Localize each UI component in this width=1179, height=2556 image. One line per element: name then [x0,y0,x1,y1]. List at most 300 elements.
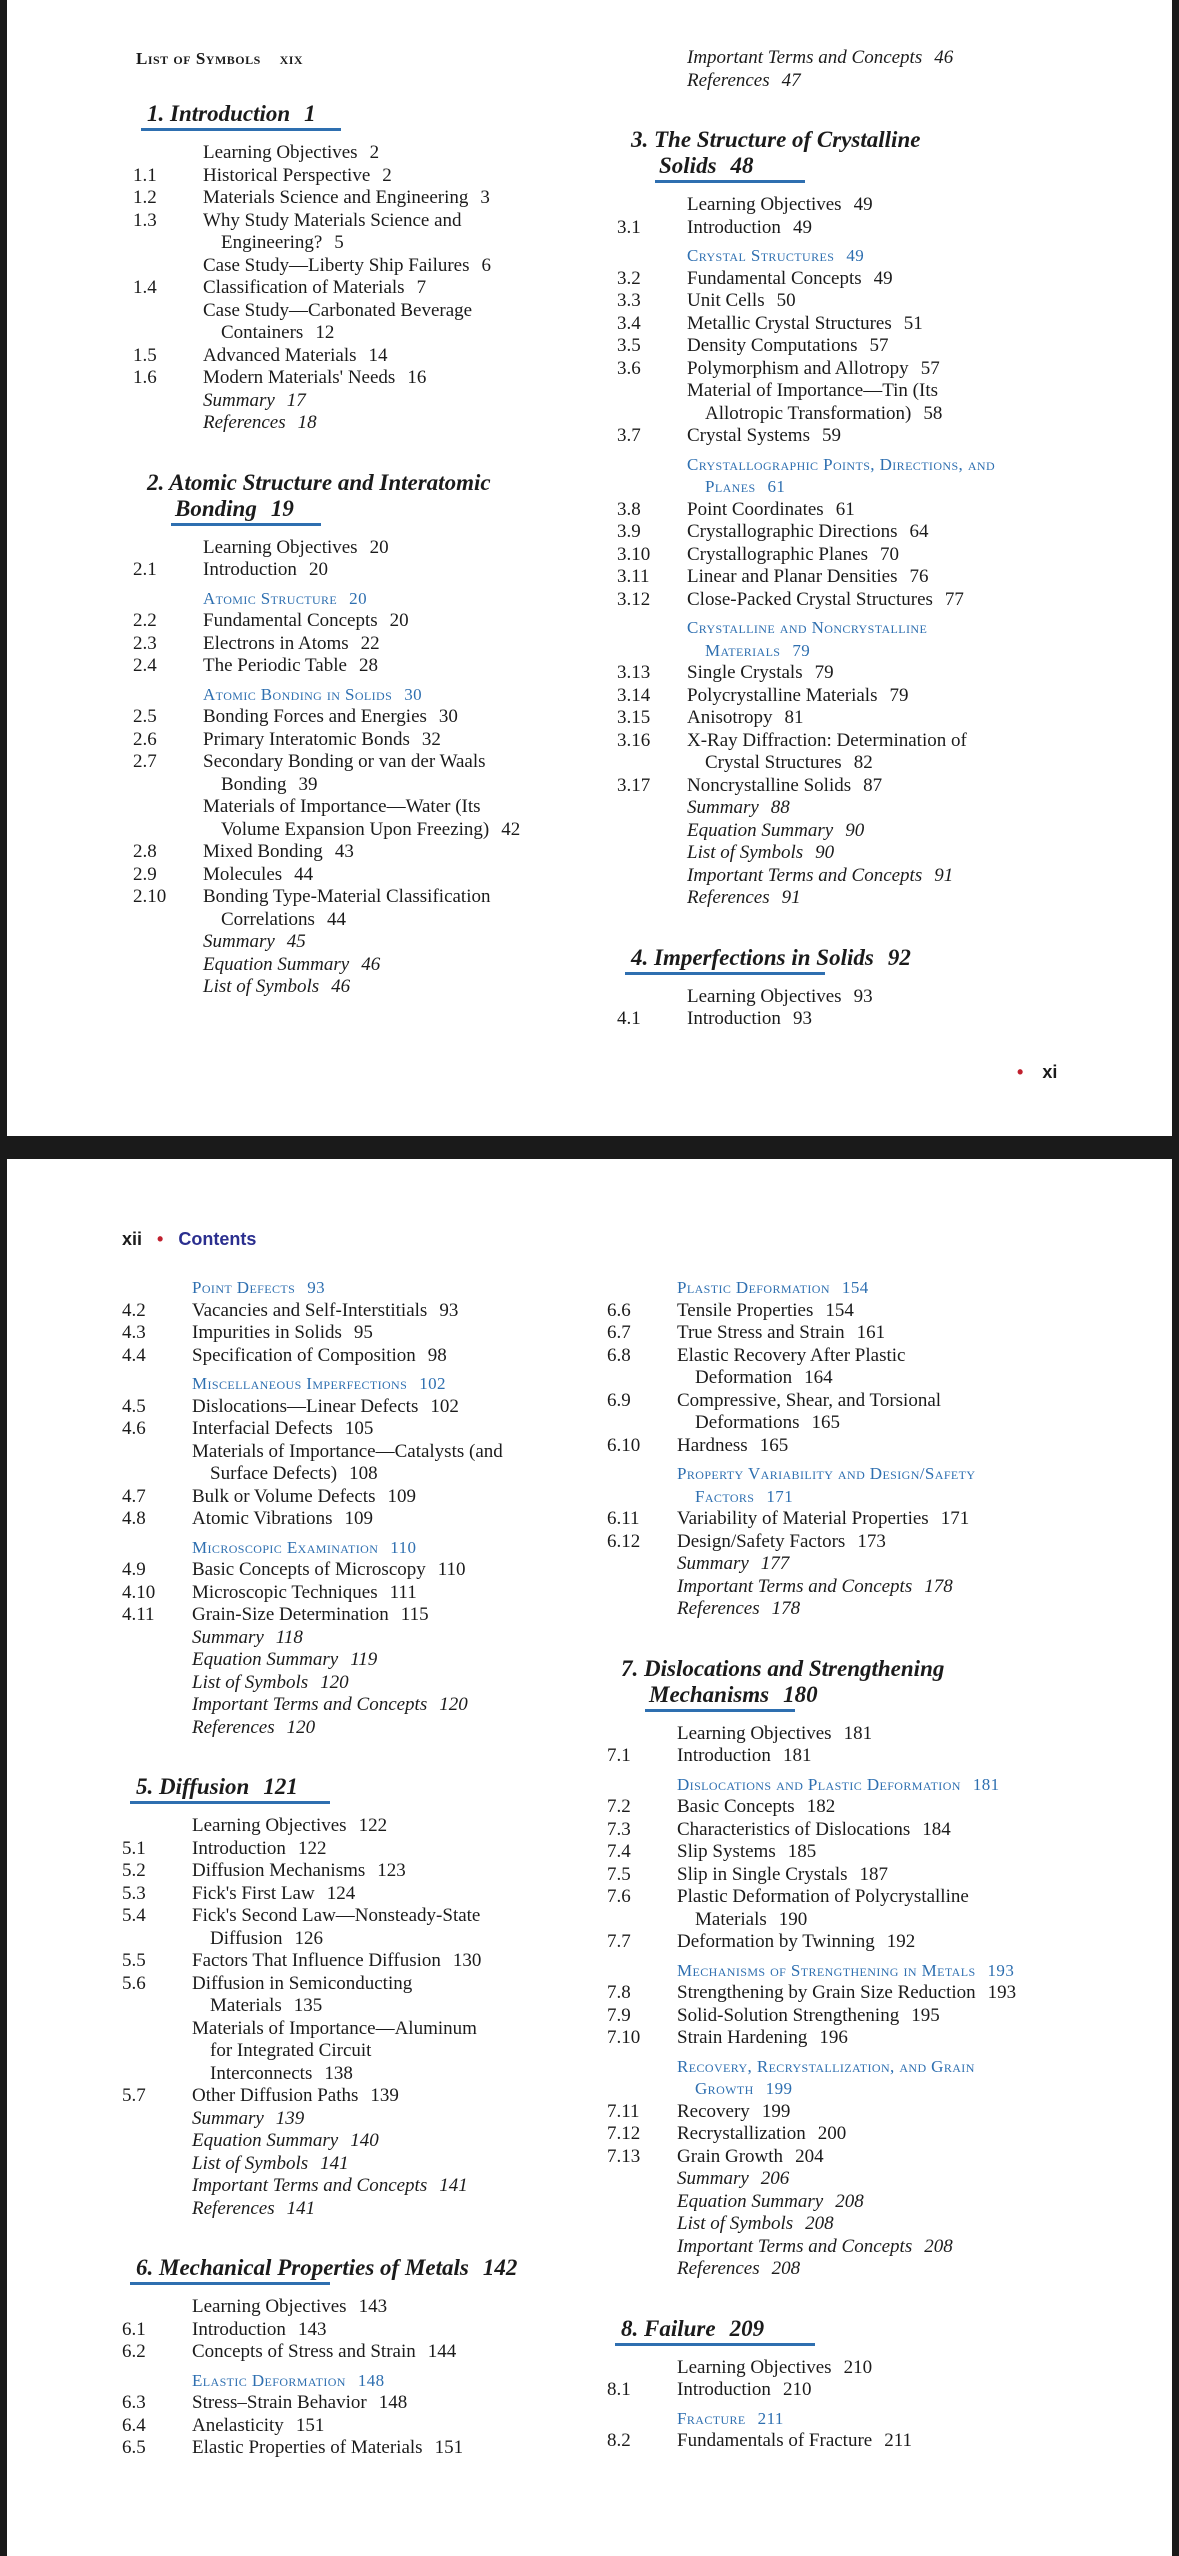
entry-title [677,2168,789,2190]
toc-entry[interactable] [133,277,673,300]
toc-entry[interactable] [122,1950,662,1973]
entry-page-number: 79 [814,662,834,683]
toc-entry[interactable] [617,217,1157,240]
entry-text: Dislocations—Linear Defects [192,1395,419,1417]
toc-entry[interactable] [122,1322,662,1345]
entry-page-number: 59 [821,425,841,446]
entry-text: Materials of Importance—Catalysts (and [192,1440,503,1462]
toc-entry[interactable] [607,1982,1147,2005]
toc-entry[interactable] [122,1717,662,1740]
toc-entry[interactable] [607,2213,1147,2236]
toc-entry[interactable] [122,1604,662,1627]
entry-page-number: 61 [835,498,855,520]
entry-title [695,1486,793,1508]
entry-title [203,300,472,322]
toc-entry[interactable] [617,775,1157,798]
entry-title [192,1883,355,1905]
entry-title [677,1886,969,1908]
entry-number: 6.1 [122,2318,146,2340]
toc-entry[interactable] [122,2108,662,2131]
toc-entry[interactable] [617,797,1157,820]
entry-title [192,2319,326,2341]
entry-number: 3.15 [617,707,651,728]
toc-entry[interactable] [133,774,673,797]
toc-entry[interactable] [607,1598,1147,1621]
entry-page-number: 206 [760,2168,790,2189]
entry-title [695,2078,792,2100]
toc-entry[interactable] [607,1367,1147,1390]
section-heading[interactable] [607,1486,1147,1509]
entry-page-number: 57 [920,357,940,379]
toc-entry[interactable] [133,864,673,887]
toc-entry[interactable] [122,1838,662,1861]
toc-entry[interactable] [607,1864,1147,1887]
toc-entry[interactable] [607,1576,1147,1599]
section-heading[interactable] [607,1960,1147,1983]
entry-title [687,313,923,335]
toc-entry [133,886,673,909]
entry-title [203,954,380,976]
toc-entry[interactable] [122,1627,662,1650]
toc-entry[interactable] [133,412,673,435]
toc-entry[interactable] [617,842,1157,865]
toc-entry[interactable] [122,1860,662,1883]
toc-entry[interactable] [122,1559,662,1582]
entry-title [677,1841,816,1863]
entry-title [677,2213,834,2235]
entry-text: Crystal Structures [705,752,842,773]
toc-entry[interactable] [617,403,1157,426]
section-heading[interactable] [607,1277,1147,1300]
toc-entry[interactable] [607,2357,1147,2380]
entry-page-number: 105 [344,1418,374,1439]
entry-text: Summary [192,2107,264,2129]
toc-entry[interactable] [122,1928,662,1951]
entry-text: Fundamental Concepts [687,267,862,289]
chapter-heading[interactable] [133,469,673,527]
entry-page-number: 12 [315,322,335,343]
toc-entry[interactable] [133,255,673,278]
entry-number: 4.9 [122,1559,146,1580]
toc-entry[interactable] [607,2005,1147,2028]
chapter-heading[interactable] [607,1655,1147,1713]
entry-page-number: 98 [427,1344,447,1366]
toc-entry[interactable] [607,1841,1147,1864]
chapter-heading[interactable] [122,2254,662,2286]
chapter-title: Bonding [175,495,257,521]
entry-page-number: 190 [778,1908,808,1930]
toc-entry[interactable] [607,1931,1147,1954]
section-heading[interactable] [133,588,673,611]
toc-entry[interactable] [607,2101,1147,2124]
entry-number: 1.6 [133,367,157,388]
entry-title [687,499,855,521]
toc-entry[interactable] [607,2191,1147,2214]
entry-page-number: 181 [972,1774,1000,1794]
toc-entry[interactable] [133,706,673,729]
toc-entry[interactable] [617,499,1157,522]
chapter-heading[interactable] [133,100,673,132]
toc-entry[interactable] [133,142,673,165]
header-page-number: xii [122,1229,143,1249]
entry-title [203,412,317,434]
entry-title [687,358,940,380]
section-heading[interactable] [617,245,1157,268]
entry-title [677,2056,975,2078]
toc-entry[interactable] [617,986,1157,1009]
entry-text: Equation Summary [687,819,834,841]
toc-entry[interactable] [607,1508,1147,1531]
entry-number: 7.1 [607,1745,631,1766]
entry-text: Plastic Deformation [677,1278,830,1297]
toc-entry[interactable] [617,194,1157,217]
entry-text: Summary [677,1553,749,1574]
toc-entry[interactable] [617,313,1157,336]
toc-entry[interactable] [133,909,673,932]
section-heading[interactable] [617,476,1157,499]
toc-entry[interactable] [122,2341,662,2364]
chapter-heading[interactable] [122,1773,662,1805]
toc-entry[interactable] [122,2085,662,2108]
toc-entry[interactable] [607,2430,1147,2453]
chapter-title-line [631,944,911,971]
entry-text: Recovery [677,2100,750,2122]
toc-entry[interactable] [607,2027,1147,2050]
entry-title [210,1463,378,1485]
entry-title [203,841,354,863]
entry-text: Learning Objectives [203,536,358,558]
toc-entry[interactable] [122,1815,662,1838]
toc-entry[interactable] [617,566,1157,589]
entry-text: Introduction [192,2318,286,2340]
toc-entry[interactable] [122,1463,662,1486]
entry-text: Materials [705,640,781,660]
entry-text: Plastic Deformation of Polycrystalline [677,1886,969,1907]
entry-text: Hardness [677,1434,748,1456]
toc-entry[interactable] [122,1508,662,1531]
entry-text: Single Crystals [687,662,803,683]
entry-number: 4.8 [122,1508,146,1529]
entry-text: Equation Summary [203,953,350,975]
toc-entry[interactable] [617,358,1157,381]
entry-title [203,390,306,412]
section-heading[interactable] [617,640,1157,663]
entry-title [192,2085,399,2107]
entry-page-number: 122 [297,1837,327,1859]
toc-entry[interactable] [607,1435,1147,1458]
entry-page-number: 20 [389,610,409,631]
entry-text: True Stress and Strain [677,1322,845,1343]
toc-entry [133,210,673,233]
toc-entry[interactable] [617,865,1157,888]
entry-title [687,521,929,543]
toc-entry[interactable] [122,1345,662,1368]
entry-page-number: 20 [349,588,367,608]
entry-title [687,380,938,402]
entry-text: Property Variability and Design/Safety [677,1464,976,1483]
toc-entry[interactable] [617,589,1157,612]
entry-text: Volume Expansion Upon Freezing) [221,818,490,840]
entry-title [677,1576,953,1598]
toc-entry[interactable] [133,390,673,413]
entry-page-number: 44 [294,863,314,885]
toc-entry[interactable] [122,1883,662,1906]
entry-number: 4.2 [122,1299,146,1321]
toc-entry[interactable] [133,345,673,368]
toc-entry[interactable] [122,2153,662,2176]
toc-entry[interactable] [607,1412,1147,1435]
toc-entry[interactable] [133,819,673,842]
toc-entry[interactable] [133,537,673,560]
entry-text: Diffusion Mechanisms [192,1860,366,1881]
toc-entry[interactable] [122,2415,662,2438]
entry-number: 7.8 [607,1982,631,2003]
entry-number: 3.9 [617,521,641,542]
entry-title [192,2296,387,2318]
toc-entry[interactable] [122,1694,662,1717]
entry-page-number: 43 [334,841,354,862]
entry-title [221,819,520,841]
entry-page-number: 90 [845,819,865,841]
toc-entry[interactable] [133,165,673,188]
entry-text: Fick's First Law [192,1882,315,1904]
entry-text: References [192,1716,275,1738]
toc-entry[interactable] [617,662,1157,685]
entry-page-number: 118 [275,1626,303,1648]
entry-title [192,1838,326,1860]
toc-entry[interactable] [607,1796,1147,1819]
entry-title [203,684,422,706]
toc-entry[interactable] [122,2392,662,2415]
toc-entry[interactable] [133,954,673,977]
toc-entry [617,380,1157,403]
entry-text: Crystalline and Noncrystalline [687,618,928,637]
toc-entry[interactable] [617,290,1157,313]
entry-page-number: 210 [782,2379,812,2400]
entry-title [677,1435,788,1457]
entry-text: Learning Objectives [677,1722,832,1744]
toc-entry[interactable] [122,1995,662,2018]
toc-entry [617,730,1157,753]
entry-title [677,1345,905,1367]
toc-entry[interactable] [617,47,1157,70]
entry-title [687,662,834,684]
toc-entry[interactable] [133,322,673,345]
section-heading[interactable] [607,2408,1147,2431]
toc-entry[interactable] [617,685,1157,708]
toc-entry [133,796,673,819]
toc-entry[interactable] [607,1553,1147,1576]
entry-title [687,290,796,312]
section-heading [617,454,1157,477]
toc-entry[interactable] [617,752,1157,775]
toc-entry[interactable] [133,633,673,656]
entry-page-number: 178 [771,1598,801,1619]
entry-text: References [192,2197,275,2219]
entry-text: Crystallographic Planes [687,543,868,565]
entry-text: Fundamentals of Fracture [677,2430,873,2451]
entry-title [192,2198,315,2220]
entry-title [192,1860,406,1882]
toc-entry[interactable] [133,187,673,210]
entry-text: Unit Cells [687,290,765,311]
entry-page-number: 148 [357,2370,385,2390]
toc-entry[interactable] [607,1531,1147,1554]
toc-entry[interactable] [617,268,1157,291]
toc-entry[interactable] [122,2175,662,2198]
toc-entry[interactable] [607,1322,1147,1345]
toc-entry[interactable] [617,1008,1157,1031]
entry-title [203,165,392,187]
toc-entry[interactable] [133,559,673,582]
entry-title [677,1774,1000,1796]
entry-text: References [677,1598,760,1619]
entry-title [687,194,873,216]
entry-number: 7.13 [607,2145,641,2167]
toc-entry[interactable] [617,70,1157,93]
entry-number: 3.6 [617,357,641,379]
entry-number: 7.9 [607,2004,631,2026]
toc-entry[interactable] [122,2296,662,2319]
toc-entry[interactable] [607,2258,1147,2281]
entry-number: 7.5 [607,1863,631,1885]
toc-entry[interactable] [607,2236,1147,2259]
entry-page-number: 126 [294,1927,323,1949]
entry-text: Important Terms and Concepts [677,1575,913,1597]
entry-number: 5.5 [122,1950,146,1971]
entry-title [677,2430,912,2452]
entry-text: List of Symbols [192,1671,309,1693]
entry-text: List of Symbols [203,976,320,997]
toc-entry[interactable] [617,544,1157,567]
entry-page-number: 154 [825,1299,854,1321]
toc-entry[interactable] [133,367,673,390]
section-heading[interactable] [122,1277,662,1300]
chapter-heading[interactable] [617,126,1157,184]
toc-entry[interactable] [607,1745,1147,1768]
toc-entry[interactable] [122,1418,662,1441]
toc-entry[interactable] [122,1486,662,1509]
toc-entry[interactable] [122,2130,662,2153]
section-heading[interactable] [122,1537,662,1560]
toc-entry[interactable] [122,2063,662,2086]
chapter-underline [130,2282,330,2285]
entry-page-number: 208 [771,2258,801,2279]
entry-text: Dislocations and Plastic Deformation [677,1774,961,1794]
toc-entry[interactable] [607,1909,1147,1932]
entry-text: Correlations [221,908,315,930]
entry-text: Surface Defects) [210,1463,338,1484]
toc-entry[interactable] [617,707,1157,730]
entry-text: List of Symbols [677,2213,794,2234]
section-heading[interactable] [607,2078,1147,2101]
entry-title [677,1277,869,1299]
chapter-title-line [175,495,294,522]
entry-text: Introduction [687,1008,781,1029]
chapter-title: Mechanisms [649,1681,770,1707]
section-heading[interactable] [133,684,673,707]
toc-entry[interactable] [133,841,673,864]
entry-page-number: 138 [324,2062,353,2084]
toc-entry[interactable] [607,1300,1147,1323]
toc-entry [122,1973,662,1996]
section-heading[interactable] [122,1373,662,1396]
toc-entry[interactable] [607,1723,1147,1746]
section-heading[interactable] [122,2370,662,2393]
entry-page-number: 81 [784,707,804,728]
toc-entry[interactable] [122,1300,662,1323]
entry-page-number: 199 [765,2079,793,2098]
bullet-dot-icon: • [157,1229,164,1249]
toc-entry[interactable] [617,820,1157,843]
entry-text: Polycrystalline Materials [687,684,878,706]
entry-text: Learning Objectives [203,142,358,163]
toc-entry[interactable] [133,610,673,633]
entry-text: Case Study—Carbonated Beverage [203,299,473,321]
toc-entry[interactable] [133,976,673,999]
entry-number: 5.6 [122,1972,146,1994]
toc-entry[interactable] [607,2168,1147,2191]
toc-entry[interactable] [122,2319,662,2342]
entry-number: 7.6 [607,1886,631,1907]
entry-text: Bulk or Volume Defects [192,1485,376,1507]
toc-entry[interactable] [133,232,673,255]
entry-page-number: 208 [924,2235,953,2257]
toc-entry[interactable] [133,931,673,954]
entry-title [687,730,967,752]
toc-entry[interactable] [617,425,1157,448]
toc-entry[interactable] [607,2379,1147,2402]
toc-entry[interactable] [607,1819,1147,1842]
entry-page-number: 195 [911,2004,940,2026]
toc-entry[interactable] [122,1649,662,1672]
entry-number: 5.2 [122,1860,146,1881]
toc-entry[interactable] [617,887,1157,910]
chapter-heading[interactable] [617,944,1157,976]
toc-entry[interactable] [617,335,1157,358]
entry-page-number: 181 [782,1745,812,1766]
entry-number: 2.10 [133,886,167,907]
chapter-page-number: 209 [729,2315,765,2341]
toc-entry [607,1886,1147,1909]
toc-entry[interactable] [133,729,673,752]
entry-page-number: 109 [387,1485,416,1507]
section-heading[interactable] [607,1774,1147,1797]
toc-entry[interactable] [133,655,673,678]
toc-entry[interactable] [607,2123,1147,2146]
entry-page-number: 211 [884,2430,913,2451]
entry-title [203,706,458,728]
entry-title [687,887,801,909]
toc-entry[interactable] [122,1582,662,1605]
entry-number: 4.3 [122,1322,146,1343]
chapter-heading[interactable] [607,2315,1147,2347]
entry-title [677,1508,969,1530]
toc-entry[interactable] [122,2198,662,2221]
entry-title [192,1694,468,1716]
entry-page-number: 49 [792,216,812,238]
toc-entry[interactable] [607,2146,1147,2169]
toc-entry[interactable] [122,2437,662,2460]
entry-number: 5.4 [122,1905,146,1926]
toc-entry[interactable] [122,1672,662,1695]
toc-entry[interactable] [122,1396,662,1419]
entry-title [695,1909,807,1931]
toc-entry[interactable] [617,521,1157,544]
entry-text: References [687,69,770,91]
entry-title [687,217,812,239]
entry-text: Materials Science and Engineering [203,187,469,208]
